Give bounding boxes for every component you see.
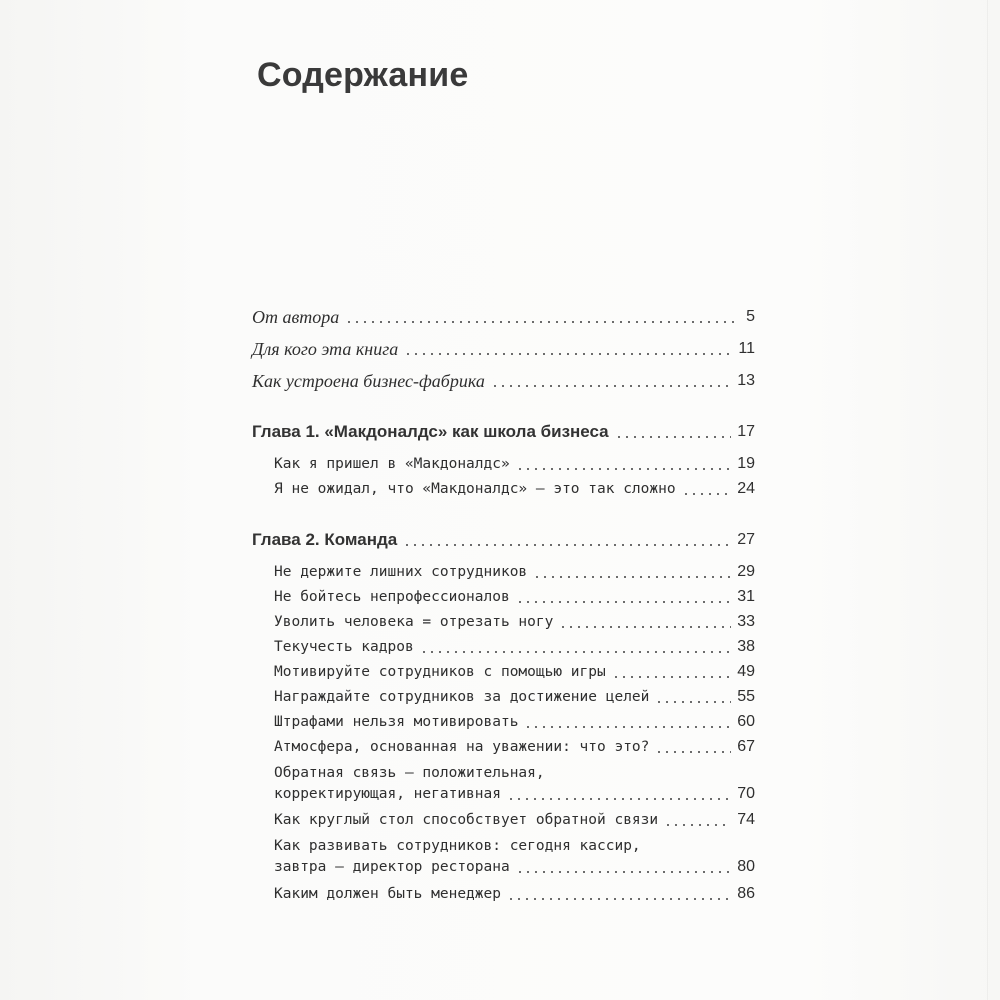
section-label-line2: завтра — директор ресторана: [274, 859, 510, 875]
section-label: Текучесть кадров: [274, 639, 414, 655]
section-page: 70: [737, 785, 755, 802]
section-label: Уволить человека = отрезать ногу: [274, 614, 554, 630]
toc-entry-label: Как устроена бизнес-фабрика: [252, 371, 485, 391]
toc-section: [274, 662, 755, 682]
chapter-title: Глава 2. Команда: [252, 530, 398, 549]
section-page: 24: [737, 480, 755, 497]
section-page: 86: [737, 885, 755, 902]
toc-entry-from-author: [252, 307, 755, 327]
dot-leader: [345, 321, 740, 323]
section-label-line2: корректирующая, негативная: [274, 786, 501, 802]
toc-section: [274, 835, 755, 877]
dot-leader: [420, 651, 732, 653]
section-page: 38: [737, 638, 755, 655]
section-label: Штрафами нельзя мотивировать: [274, 714, 519, 730]
section-label-line1: Как развивать сотрудников: сегодня кассир,: [274, 838, 641, 854]
section-label: Каким должен быть менеджер: [274, 886, 501, 902]
section-label: Не бойтесь непрофессионалов: [274, 589, 510, 605]
section-label: Мотивируйте сотрудников с помощью игры: [274, 664, 606, 680]
section-line2: [274, 784, 755, 804]
section-page: 60: [737, 713, 755, 730]
toc-entry-page: 5: [746, 308, 755, 325]
section-page: 49: [737, 663, 755, 680]
section-page: 29: [737, 563, 755, 580]
toc-entry-business-factory: [252, 371, 755, 391]
toc-section: [274, 712, 755, 732]
toc-section: [274, 479, 755, 499]
toc-entry-label: Для кого эта книга: [252, 339, 399, 359]
section-label: Как я пришел в «Макдоналдс»: [274, 456, 510, 472]
section-page: 31: [737, 588, 755, 605]
toc-section: [274, 587, 755, 607]
dot-leader: [404, 353, 732, 355]
dot-leader: [664, 824, 731, 826]
toc-entry-for-whom: [252, 339, 755, 359]
dot-leader: [655, 751, 731, 753]
dot-leader: [559, 626, 731, 628]
section-page: 74: [737, 811, 755, 828]
toc-section: [274, 637, 755, 657]
chapter-title: Глава 1. «Макдоналдс» как школа бизнеса: [252, 422, 609, 441]
dot-leader: [516, 871, 732, 873]
page-title: Содержание: [257, 56, 469, 94]
section-label-line1: Обратная связь — положительная,: [274, 765, 545, 781]
toc-section: [274, 454, 755, 474]
toc-section: [274, 687, 755, 707]
toc-section: [274, 612, 755, 632]
dot-leader: [507, 798, 731, 800]
dot-leader: [516, 601, 732, 603]
section-line2: [274, 857, 755, 877]
toc-section: [274, 810, 755, 830]
section-label: Награждайте сотрудников за достижение целей: [274, 689, 650, 705]
toc-entry-page: 13: [737, 372, 755, 389]
dot-leader: [403, 544, 731, 546]
section-page: 19: [737, 455, 755, 472]
chapter-page: 17: [737, 423, 755, 440]
dot-leader: [491, 385, 731, 387]
toc-section: [274, 737, 755, 757]
toc-section: [274, 762, 755, 804]
section-page: 55: [737, 688, 755, 705]
chapter-page: 27: [737, 531, 755, 548]
section-page: 33: [737, 613, 755, 630]
section-label: Атмосфера, основанная на уважении: что это?: [274, 739, 650, 755]
section-label: Не держите лишних сотрудников: [274, 564, 528, 580]
toc-entry-page: 11: [738, 340, 755, 357]
section-label: Как круглый стол способствует обратной связи: [274, 812, 659, 828]
dot-leader: [612, 676, 731, 678]
toc-chapter-1: [252, 422, 755, 442]
toc-entry-label: От автора: [252, 307, 340, 327]
dot-leader: [682, 493, 732, 495]
dot-leader: [615, 436, 732, 438]
dot-leader: [524, 726, 731, 728]
dot-leader: [507, 898, 731, 900]
dot-leader: [516, 468, 732, 470]
toc-section: [274, 884, 755, 904]
toc-chapter-2: [252, 530, 755, 550]
dot-leader: [655, 701, 731, 703]
section-page: 80: [737, 858, 755, 875]
section-label: Я не ожидал, что «Макдоналдс» — это так сложно: [274, 481, 676, 497]
toc-section: [274, 562, 755, 582]
dot-leader: [533, 576, 731, 578]
section-page: 67: [737, 738, 755, 755]
